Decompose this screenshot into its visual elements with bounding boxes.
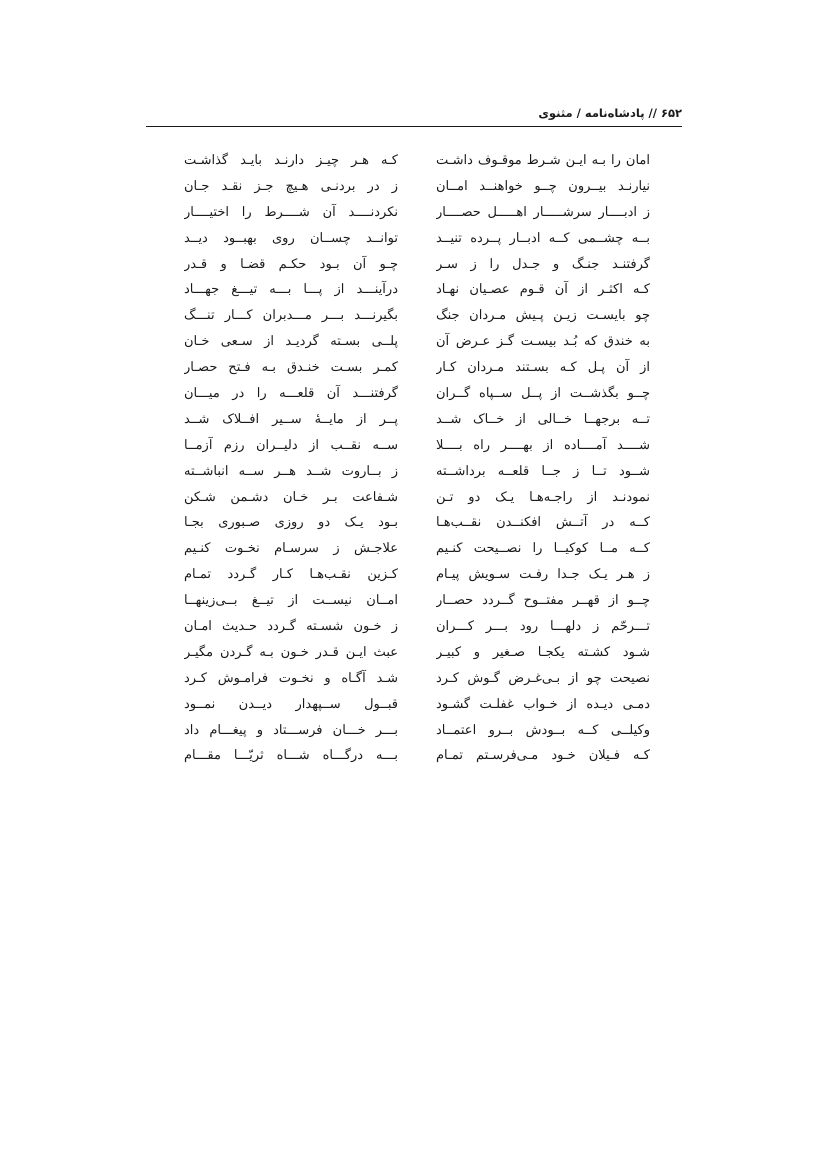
hemistich-first: از آن پـل کـه بسـتند مـردان کـار [436, 360, 650, 376]
hemistich-first: چــو از قهــر مفتــوح گــردد حصــار [436, 593, 650, 609]
hemistich-second: چـو آن بـود حکـم قضـا و قـدر [184, 256, 398, 272]
hemistich-second: توانــد چســان روی بهبــود دیــد [184, 230, 398, 246]
hemistich-second: بـــر خـــان فرســـتاد و پیغـــام داد [184, 722, 398, 738]
couplet [168, 562, 650, 588]
hemistich-second: ز بــاروت شــد هــر ســه انباشــته [184, 463, 398, 479]
poem-body [168, 148, 650, 769]
couplet [168, 226, 650, 252]
hemistich-first: نصیحت چو از بـی‌غـرض گـوش کـرد [436, 670, 650, 686]
couplet [168, 510, 650, 536]
hemistich-first: کـه فـیلان خـود مـی‌فرسـتم تمـام [436, 748, 650, 764]
hemistich-first: تـــرحّم ز دلهـــا رود بـــر کـــران [436, 619, 650, 635]
couplet [168, 485, 650, 511]
hemistich-second: کمـر بسـت خنـدق بـه فـتح حصـار [184, 360, 398, 376]
hemistich-second: کـزین نقـب‌هـا کـار گـردد تمـام [184, 567, 398, 583]
hemistich-first: شـود کشـته یکجـا صـغیر و کبیـر [436, 644, 650, 660]
couplet [168, 433, 650, 459]
hemistich-second: ز خـون شسـته گـردد حـدیث امـان [184, 619, 398, 635]
hemistich-first: چو بایسـت زیـن پـیش مـردان جنگ [436, 308, 650, 324]
couplet [168, 614, 650, 640]
couplet [168, 174, 650, 200]
hemistich-second: بـــه درگـــاه شـــاه ثریّـــا مقـــام [184, 748, 398, 764]
hemistich-first: ز ادبــــار سرشـــــار اهـــــل حصــــار [436, 204, 650, 220]
hemistich-second: گرفتنـــد آن قلعـــه را در میـــان [184, 386, 398, 402]
hemistich-first: وکیلــی کــه بــودش بــرو اعتمــاد [436, 722, 650, 738]
hemistich-first: چــو بگذشــت از پــل ســپاه گــران [436, 386, 650, 402]
couplet [168, 329, 650, 355]
hemistich-first: کـه اکثـر از آن قـوم عصـیان نهـاد [436, 282, 650, 298]
couplet [168, 588, 650, 614]
couplet [168, 743, 650, 769]
couplet [168, 666, 650, 692]
couplet [168, 640, 650, 666]
couplet [168, 252, 650, 278]
hemistich-second: عبث ایـن قـدر خـون بـه گـردن مگیـر [184, 644, 398, 660]
header-rule [146, 126, 682, 127]
hemistich-first: امان را بـه ایـن شـرط موقـوف داشـت [436, 153, 650, 168]
hemistich-second: پلــی بسـته گردیـد از سـعی خـان [184, 334, 398, 350]
couplet [168, 277, 650, 303]
hemistich-first: گرفتنـد جنـگ و جـدل را ز سـر [436, 256, 650, 272]
running-head: ۶۵۲ // پادشاه‌نامه / مثنوی [538, 106, 682, 120]
couplet [168, 200, 650, 226]
hemistich-second: پــر از مایــۀ ســیر افــلاک شــد [184, 411, 398, 427]
hemistich-first: به خندق که بُـد بیسـت گـز عـرض آن [436, 334, 650, 350]
hemistich-first: کــه مــا کوکیــا را نصــیحت کنـیم [436, 541, 650, 557]
hemistich-second: نکردنــــد آن شــــرط را اختیــــار [184, 204, 398, 220]
hemistich-second: قبــول ســپهدار دیــدن نمــود [184, 696, 398, 712]
hemistich-first: دمـی دیـده از خـواب غفلـت گشـود [436, 696, 650, 712]
hemistich-second: شـفاعت بـر خـان دشـمن شـکن [184, 489, 398, 505]
hemistich-first: نمودنـد از راجـه‌هـا یـک دو تـن [436, 489, 650, 505]
hemistich-first: شــــد آمــــاده از بهــــر راه بــــلا [436, 437, 650, 453]
couplet [168, 355, 650, 381]
couplet [168, 148, 650, 174]
couplet [168, 459, 650, 485]
hemistich-first: تــه برجهــا خــالی از خــاک شــد [436, 411, 650, 427]
hemistich-first: شــود تــا ز جــا قلعــه برداشــته [436, 463, 650, 479]
hemistich-second: کـه هـر چیـز دارنـد بایـد گذاشـت [184, 153, 398, 168]
hemistich-second: درآینـــد از پـــا بـــه تیـــغ جهـــاد [184, 282, 398, 298]
hemistich-first: کــه در آتــش افکنــدن نقــب‌هـا [436, 515, 650, 531]
hemistich-second: بـود یـک دو روزی صـبوری بجـا [184, 515, 398, 531]
hemistich-second: شـد آگـاه و نخـوت فرامـوش کـرد [184, 670, 398, 686]
hemistich-first: نیارنـد بیــرون چــو خواهنــد امــان [436, 178, 650, 194]
couplet [168, 692, 650, 718]
hemistich-second: امــان نیســت از تیــغ بــی‌زینهــا [184, 593, 398, 609]
hemistich-second: بگیرنـــد بـــر مـــدبران کـــار تنـــگ [184, 308, 398, 324]
hemistich-second: ســه نقــب از دلیــران رزم آزمــا [184, 437, 398, 453]
couplet [168, 407, 650, 433]
hemistich-second: ز در بردنـی هـیچ جـز نقـد جـان [184, 178, 398, 194]
couplet [168, 381, 650, 407]
couplet [168, 303, 650, 329]
couplet [168, 536, 650, 562]
hemistich-first: ز هـر یـک جـدا رفـت سـویش پیـام [436, 567, 650, 583]
hemistich-second: علاجـش ز سرسـام نخـوت کنـیم [184, 541, 398, 557]
couplet [168, 718, 650, 744]
hemistich-first: بــه چشــمی کــه ادبــار پــرده تنیــد [436, 230, 650, 246]
